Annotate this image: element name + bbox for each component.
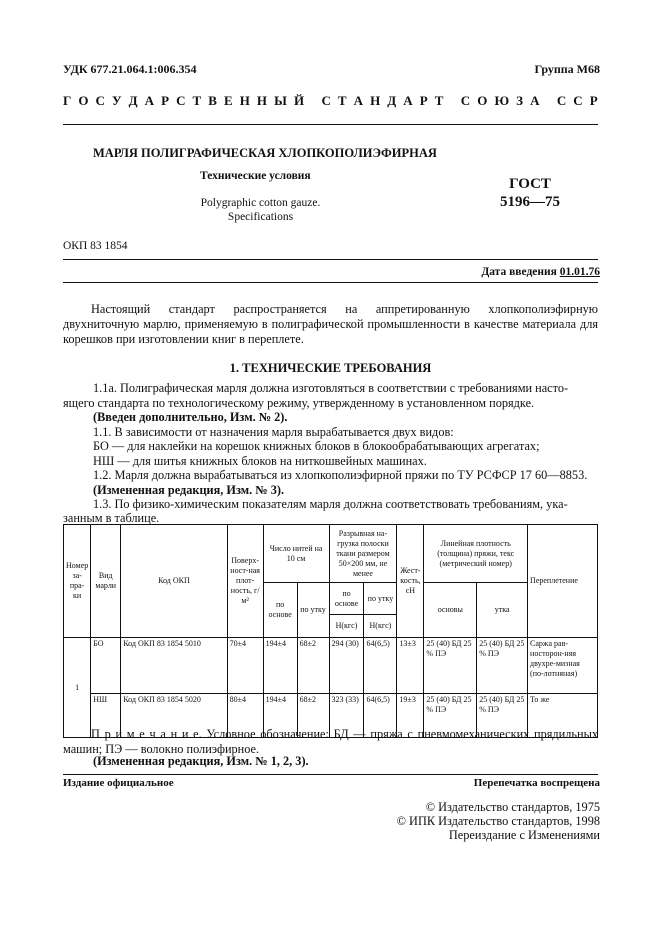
header-density: Поверх-ност-ная плот-ность, г/м²	[227, 525, 263, 638]
banner-letter: С	[321, 93, 331, 108]
english-title	[168, 196, 353, 224]
cell-density: 70±4	[227, 638, 263, 694]
banner-letter: Д	[128, 93, 138, 108]
document-title: МАРЛЯ ПОЛИГРАФИЧЕСКАЯ ХЛОПКОПОЛИЭФИРНАЯ	[93, 146, 437, 160]
cell-break-weft: 64(6,5)	[364, 694, 397, 738]
header-threads-weft: по утку	[297, 583, 329, 638]
banner-letter: Н	[370, 93, 381, 108]
banner-letter: Ю	[494, 93, 510, 108]
clause-1-1a-line1: 1.1а. Полиграфическая марля должна изготовляться в соответствии с требованиями насто-	[93, 381, 569, 395]
specification-table	[63, 524, 598, 738]
official-edition: Издание официальное	[63, 777, 174, 789]
divider	[63, 124, 598, 125]
banner-letter: Т	[434, 93, 444, 108]
header-stiffness: Жест-кость, сН	[397, 525, 424, 638]
cell-type: НШ	[91, 694, 121, 738]
banner-letter: Р	[161, 93, 170, 108]
banner-letter: Н	[239, 93, 250, 108]
cell-code: Код ОКП 83 1854 5010	[121, 638, 227, 694]
cell-weave: То же	[528, 694, 598, 738]
header-type: Вид марли	[91, 525, 121, 638]
banner-letter: С	[556, 93, 567, 108]
table-note: П р и м е ч а н и е. Условное обозначение: БД — пряжа с пневмомеханических прядильных машин; ПЭ — волокно полиэфирное.	[63, 727, 598, 756]
gost-label: ГОСТ	[509, 176, 551, 192]
table-row	[64, 638, 598, 694]
gost-number	[495, 175, 565, 211]
banner-letter: С	[460, 93, 471, 108]
english-title-line2: Specifications	[227, 211, 294, 223]
cell-break-weft: 64(6,5)	[364, 638, 397, 694]
cell-type: БО	[91, 638, 121, 694]
copyright-1975: © Издательство стандартов, 1975	[425, 800, 600, 814]
cell-linear-base: 25 (40) БД 25 % ПЭ	[424, 638, 477, 694]
state-standard-banner	[63, 93, 598, 109]
clause-1-2: 1.2. Марля должна вырабатываться из хлопкополиэфирной пряжи по ТУ РСФСР 17 60—8853.	[93, 468, 588, 482]
banner-letter: А	[144, 93, 154, 108]
header-unit: Н(кгс)	[364, 615, 397, 638]
banner-letter: Ы	[274, 93, 287, 108]
header-linear-weft: утка	[477, 583, 528, 638]
banner-letter: А	[403, 93, 413, 108]
reissue-note: Переиздание с Изменениями	[448, 828, 600, 842]
banner-letter: В	[208, 93, 217, 108]
note-amendment: (Измененная редакция, Изм. № 1, 2, 3).	[93, 754, 309, 768]
banner-letter: А	[530, 93, 540, 108]
banner-letter: А	[353, 93, 364, 108]
effective-date-label: Дата введения	[481, 266, 557, 278]
divider	[63, 259, 598, 260]
copyright-1998: © ИПК Издательство стандартов, 1998	[396, 814, 600, 828]
banner-letter	[547, 93, 550, 109]
cell-code: Код ОКП 83 1854 5020	[121, 694, 227, 738]
banner-letter: З	[516, 93, 524, 108]
cell-stiffness: 13±3	[397, 638, 424, 694]
okp-code: ОКП 83 1854	[63, 240, 128, 252]
cell-stiffness: 19±3	[397, 694, 424, 738]
cell-weave: Саржа рав-носторон-няя двухре-мизная (по-лотняная)	[528, 638, 598, 694]
header-unit: Н(кгс)	[329, 615, 364, 638]
cell-linear-base: 25 (40) БД 25 % ПЭ	[424, 694, 477, 738]
cell-threads-base: 194±4	[263, 638, 297, 694]
banner-letter: Й	[293, 93, 305, 108]
banner-letter: С	[176, 93, 186, 108]
header-linear-density: Линейная плотность (толщина) пряжи, текс (метрический номер)	[424, 525, 528, 583]
clause-1-1-bo: БО — для наклейки на корешок книжных блоков в блокообрабатывающих агрегатах;	[93, 439, 540, 453]
header-break-weft: по утку	[364, 583, 397, 615]
english-title-line1: Polygraphic cotton gauze.	[200, 197, 321, 209]
clause-1-1a-line2: ящего стандарта по технологическому режиму, утвержденному в установленном порядке.	[63, 396, 535, 410]
clause-1-2-amendment: (Измененная редакция, Изм. № 3).	[93, 483, 285, 497]
row-number: 1	[64, 638, 91, 738]
effective-date	[481, 266, 600, 278]
header-linear-base: основы	[424, 583, 477, 638]
banner-letter: Г	[63, 93, 72, 108]
clause-1-3-line2: занным в таблице.	[63, 511, 160, 525]
group-code: Группа М68	[534, 62, 600, 76]
cell-linear-weft: 25 (40) БД 25 % ПЭ	[477, 638, 528, 694]
banner-letter: Т	[337, 93, 347, 108]
banner-letter: Т	[192, 93, 202, 108]
cell-threads-base: 194±4	[263, 694, 297, 738]
clause-1-1: 1.1. В зависимости от назначения марля вырабатывается двух видов:	[93, 425, 454, 439]
banner-letter: У	[111, 93, 122, 108]
cell-break-base: 294 (30)	[329, 638, 364, 694]
banner-letter: Р	[419, 93, 428, 108]
cell-threads-weft: 68±2	[297, 694, 329, 738]
cell-break-base: 323 (33)	[329, 694, 364, 738]
udk-code: УДК 677.21.064.1:006.354	[63, 62, 197, 76]
banner-letter: О	[477, 93, 488, 108]
banner-letter: Е	[224, 93, 233, 108]
clause-1-1a-amendment: (Введен дополнительно, Изм. № 2).	[93, 410, 288, 424]
cell-threads-weft: 68±2	[297, 638, 329, 694]
cell-linear-weft: 25 (40) БД 25 % ПЭ	[477, 694, 528, 738]
banner-letter	[311, 93, 314, 109]
header-okp-code: Код ОКП	[121, 525, 227, 638]
header-threads-base: по основе	[263, 583, 297, 638]
banner-letter: С	[573, 93, 583, 108]
header-breaking-load: Разрывная на-грузка полоски ткани размером 50×200 мм, не менее	[329, 525, 397, 583]
header-break-base: по основе	[329, 583, 364, 615]
banner-letter: О	[78, 93, 89, 108]
banner-letter: Р	[589, 93, 598, 108]
clause-1-3-line1: 1.3. По физико-химическим показателям марля должна соответствовать требованиям, ука-	[93, 497, 568, 511]
header-weave: Переплетение	[528, 525, 598, 638]
divider	[63, 774, 598, 775]
gost-code: 5196—75	[500, 194, 560, 210]
header-number: Номер за-пра-ки	[64, 525, 91, 638]
banner-letter: Н	[256, 93, 268, 108]
clause-1-1-nsh: НШ — для шитья книжных блоков на ниткошвейных машинах.	[93, 454, 427, 468]
reprint-prohibited: Перепечатка воспрещена	[473, 777, 600, 789]
divider	[63, 282, 598, 283]
banner-letter: Д	[387, 93, 397, 108]
cell-density: 80±4	[227, 694, 263, 738]
document-subtitle: Технические условия	[200, 170, 311, 182]
header-threads: Число нитей на 10 см	[263, 525, 329, 583]
section-heading: 1. ТЕХНИЧЕСКИЕ ТРЕБОВАНИЯ	[229, 361, 432, 375]
effective-date-value: 01.01.76	[559, 266, 600, 278]
intro-paragraph: Настоящий стандарт распространяется на аппретированную хлопкополиэфирную двухниточную марлю, применяемую в полиграфической промышленности в качестве материала для корешков при изготовлении книг в переплете.	[63, 302, 598, 346]
banner-letter	[450, 93, 453, 109]
banner-letter: С	[95, 93, 105, 108]
